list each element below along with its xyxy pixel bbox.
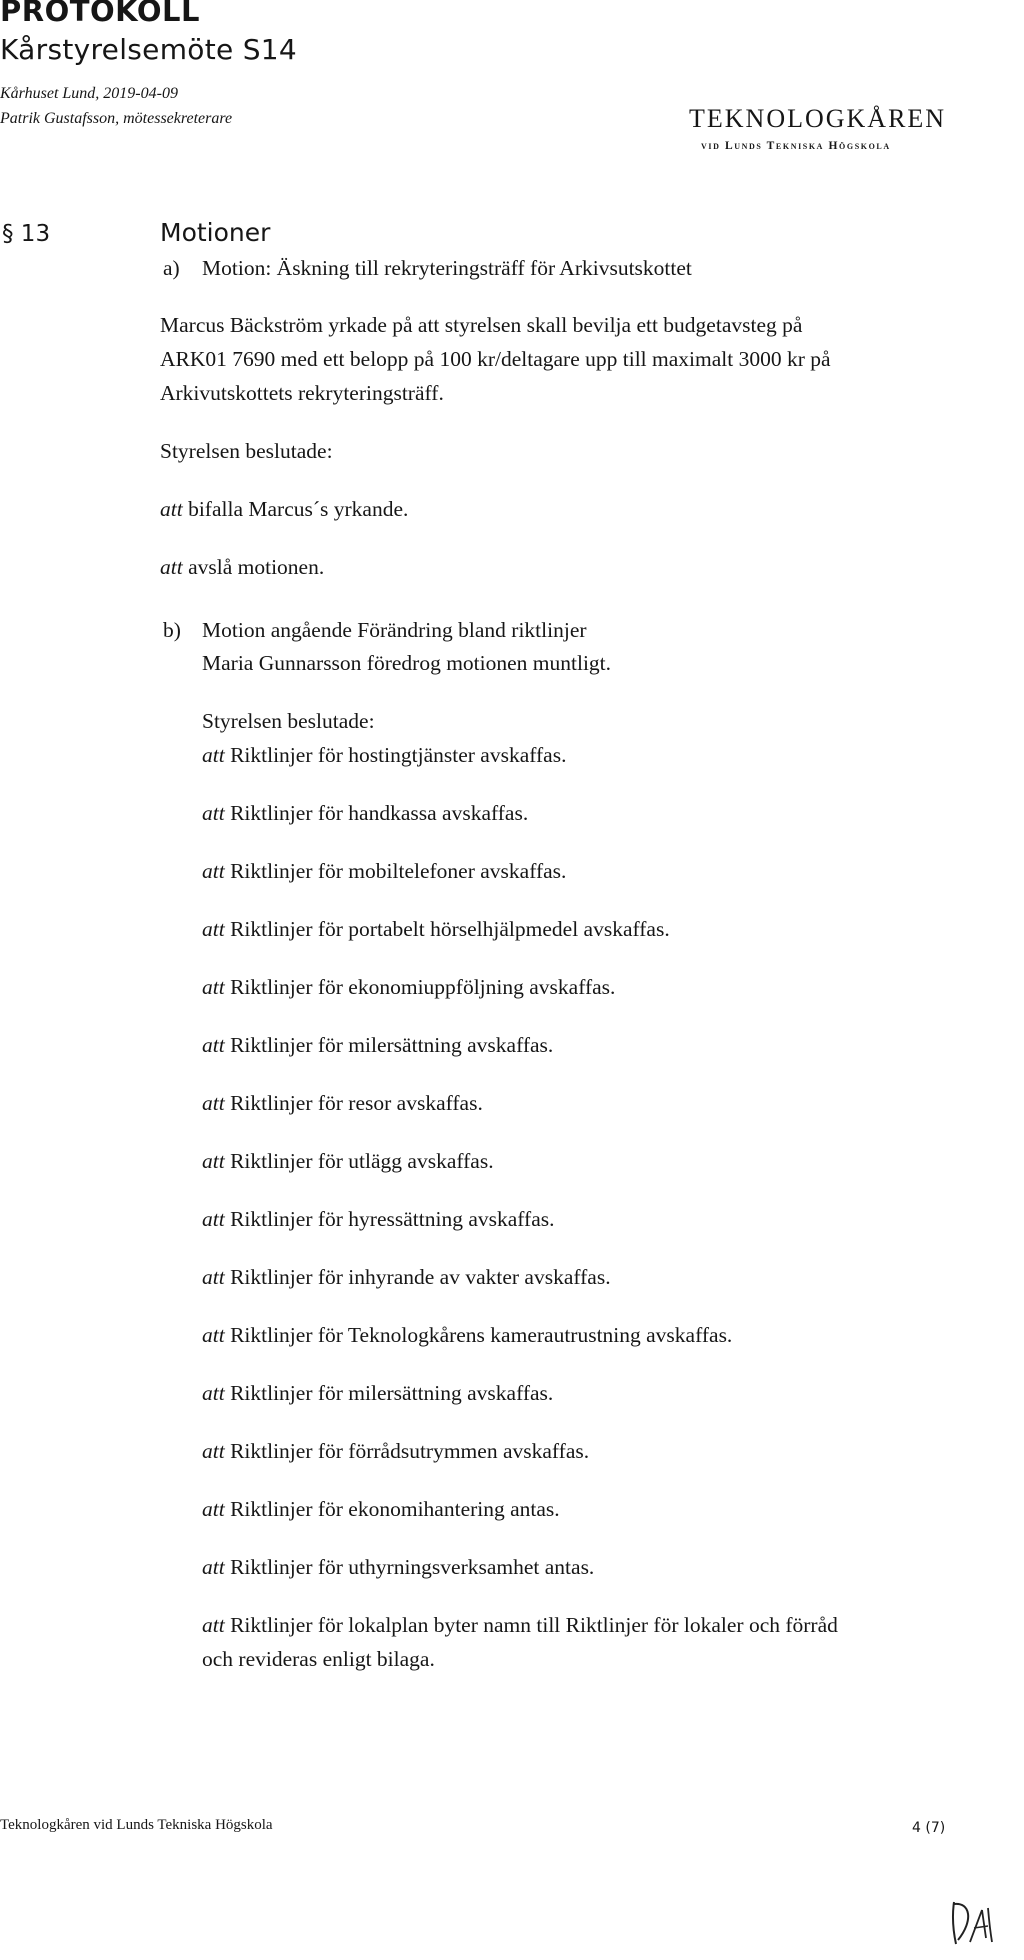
section-title: Motioner: [160, 218, 271, 247]
decision-text: Riktlinjer för hyressättning avskaffas.: [230, 1207, 555, 1231]
item-b-decision-label: Styrelsen beslutade:: [202, 709, 375, 733]
section-number: § 13: [2, 221, 51, 247]
att-keyword: att: [160, 555, 183, 579]
att-keyword: att: [202, 1033, 225, 1057]
decision-row: [202, 975, 615, 1000]
att-keyword: att: [160, 497, 183, 521]
decision-text: Riktlinjer för Teknologkårens kamerautrustning avskaffas.: [230, 1323, 733, 1347]
att-keyword: att: [202, 1149, 225, 1173]
decision-text: Riktlinjer för inhyrande av vakter avskaffas.: [230, 1265, 611, 1289]
decision-row: [160, 555, 324, 580]
att-keyword: att: [202, 1439, 225, 1463]
item-a-body-line: Arkivutskottets rekryteringsträff.: [160, 381, 444, 405]
item-a-body-line: Marcus Bäckström yrkade på att styrelsen skall bevilja ett budgetavsteg på: [160, 313, 803, 337]
decision-row: [202, 1149, 494, 1174]
att-keyword: att: [202, 1207, 225, 1231]
decision-row: [202, 1497, 560, 1522]
att-keyword: att: [202, 975, 225, 999]
decision-text: Riktlinjer för förrådsutrymmen avskaffas.: [230, 1439, 590, 1463]
decision-row: [202, 1033, 553, 1058]
att-keyword: att: [202, 801, 225, 825]
att-keyword: att: [202, 1091, 225, 1115]
signature-icon: [948, 1898, 1000, 1948]
meeting-name: Kårstyrelsemöte S14: [0, 33, 298, 66]
footer-org: Teknologkåren vid Lunds Tekniska Högskola: [0, 1817, 273, 1833]
org-subtitle: vid Lunds Tekniska Högskola: [701, 140, 891, 152]
item-b-letter: b): [163, 618, 181, 642]
decision-row: [202, 1091, 483, 1116]
decision-text: Riktlinjer för milersättning avskaffas.: [230, 1033, 554, 1057]
place-date: Kårhuset Lund, 2019-04-09: [0, 85, 178, 102]
decision-continuation: och revideras enligt bilaga.: [202, 1647, 435, 1671]
decision-row: [202, 1265, 611, 1290]
decision-text: Riktlinjer för uthyrningsverksamhet antas.: [230, 1555, 595, 1579]
org-name: TEKNOLOGKÅREN: [689, 104, 947, 133]
att-keyword: att: [202, 859, 225, 883]
att-keyword: att: [202, 917, 225, 941]
decision-row: [202, 801, 528, 826]
decision-row: [202, 917, 670, 942]
decision-text: Riktlinjer för portabelt hörselhjälpmedel avskaffas.: [230, 917, 670, 941]
document-title: PROTOKOLL: [0, 0, 200, 28]
att-keyword: att: [202, 1497, 225, 1521]
decision-row: [202, 1439, 589, 1464]
decision-row: [202, 1613, 838, 1638]
decision-row: [202, 743, 566, 768]
item-b-presenter: Maria Gunnarsson föredrog motionen muntligt.: [202, 651, 612, 675]
att-keyword: att: [202, 1323, 225, 1347]
page-number: 4 (7): [912, 1820, 946, 1836]
secretary: Patrik Gustafsson, mötessekreterare: [0, 110, 233, 127]
decision-row: [202, 859, 566, 884]
decision-row: [202, 1207, 555, 1232]
item-a-heading: Motion: Äskning till rekryteringsträff för Arkivsutskottet: [202, 256, 692, 280]
decision-row: [202, 1323, 732, 1348]
item-b-heading: Motion angående Förändring bland riktlinjer: [202, 618, 587, 642]
decision-text: bifalla Marcus´s yrkande.: [188, 497, 409, 521]
decision-text: Riktlinjer för ekonomihantering antas.: [230, 1497, 560, 1521]
decision-row: [202, 1381, 553, 1406]
att-keyword: att: [202, 1555, 225, 1579]
decision-row: [202, 1555, 594, 1580]
decision-row: [160, 497, 408, 522]
decision-text: Riktlinjer för ekonomiuppföljning avskaffas.: [230, 975, 616, 999]
decision-text: Riktlinjer för hostingtjänster avskaffas.: [230, 743, 567, 767]
decision-text: Riktlinjer för utlägg avskaffas.: [230, 1149, 494, 1173]
decision-text: Riktlinjer för milersättning avskaffas.: [230, 1381, 554, 1405]
item-a-letter: a): [163, 256, 180, 280]
decision-text: Riktlinjer för handkassa avskaffas.: [230, 801, 529, 825]
decision-text: Riktlinjer för resor avskaffas.: [230, 1091, 483, 1115]
att-keyword: att: [202, 1381, 225, 1405]
decision-text: Riktlinjer för mobiltelefoner avskaffas.: [230, 859, 567, 883]
att-keyword: att: [202, 1265, 225, 1289]
att-keyword: att: [202, 1613, 225, 1637]
item-a-body-line: ARK01 7690 med ett belopp på 100 kr/deltagare upp till maximalt 3000 kr på: [160, 347, 831, 371]
att-keyword: att: [202, 743, 225, 767]
item-a-decision-label: Styrelsen beslutade:: [160, 439, 333, 463]
decision-text: Riktlinjer för lokalplan byter namn till Riktlinjer för lokaler och förråd: [230, 1613, 838, 1637]
decision-text: avslå motionen.: [188, 555, 325, 579]
